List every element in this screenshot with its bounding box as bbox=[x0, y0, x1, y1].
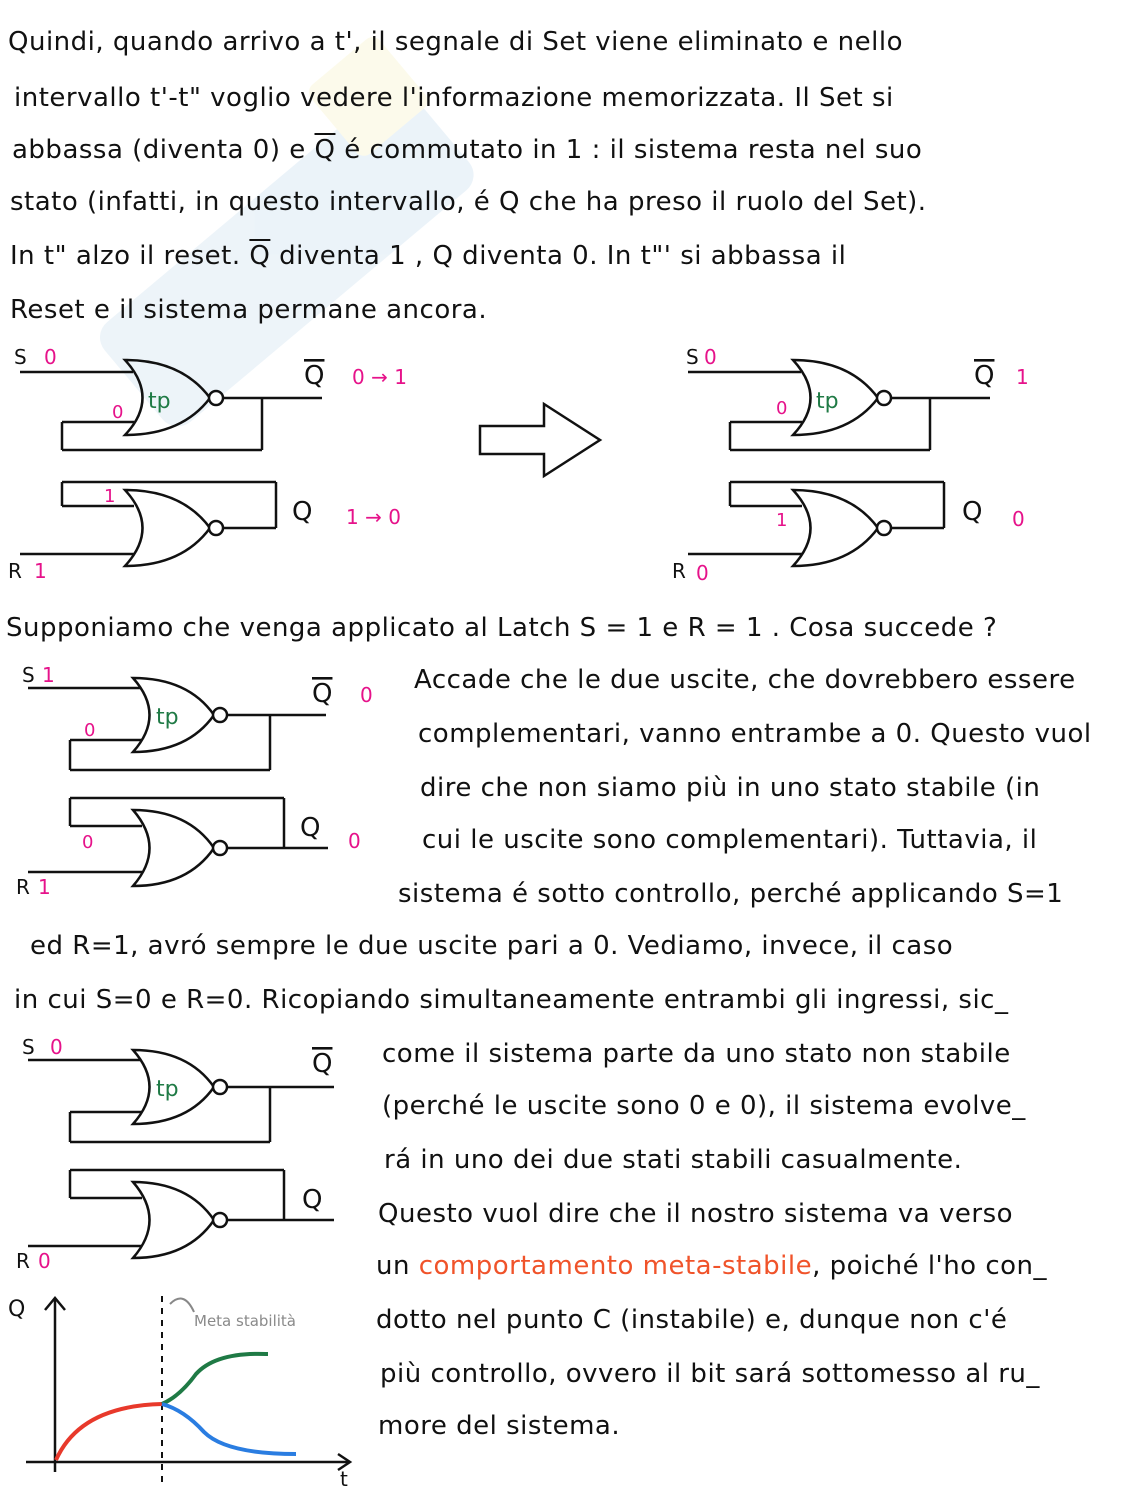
q-value: 0 bbox=[348, 829, 361, 853]
propagation-delay-label: tp bbox=[156, 1077, 179, 1102]
settle-high-curve bbox=[162, 1354, 268, 1404]
q-bar-label: Q bbox=[304, 361, 325, 391]
text-fragment: In t" alzo il reset. bbox=[10, 241, 241, 271]
s-label: S bbox=[22, 1035, 35, 1059]
propagation-delay-label: tp bbox=[148, 389, 171, 414]
s-value: 0 bbox=[44, 345, 57, 369]
latch-diagram-1 bbox=[0, 340, 440, 590]
text-line: rá in uno dei due stati stabili casualmente. bbox=[384, 1145, 963, 1175]
annotation-arrow-icon bbox=[170, 1299, 194, 1312]
lower-feedback-value: 1 bbox=[104, 486, 116, 507]
text-fragment: abbassa (diventa 0) e bbox=[12, 135, 306, 165]
text-line bbox=[12, 134, 922, 166]
text-line: stato (infatti, in questo intervallo, é Q che ha preso il ruolo del Set). bbox=[10, 187, 927, 217]
q-bar-label: Q bbox=[312, 679, 333, 709]
q-bar-value: 1 bbox=[1016, 365, 1029, 389]
r-value: 1 bbox=[34, 559, 47, 583]
text-line: more del sistema. bbox=[378, 1411, 621, 1441]
upper-feedback-value: 0 bbox=[84, 720, 96, 741]
q-bar-value: 0 → 1 bbox=[352, 365, 407, 389]
q-label: Q bbox=[300, 813, 321, 843]
q-label: Q bbox=[292, 497, 313, 527]
text-line bbox=[376, 1250, 1047, 1282]
text-fragment: é commutato in 1 : il sistema resta nel suo bbox=[344, 135, 923, 165]
text-line: dire che non siamo più in uno stato stabile (in bbox=[420, 773, 1041, 803]
rising-curve bbox=[56, 1404, 162, 1460]
text-line: complementari, vanno entrambe a 0. Questo vuol bbox=[418, 719, 1092, 749]
upper-feedback-value: 0 bbox=[112, 402, 124, 423]
q-label: Q bbox=[962, 497, 983, 527]
q-bar-label: Q bbox=[312, 1049, 333, 1079]
s-value: 0 bbox=[50, 1035, 63, 1059]
latch-diagram-4 bbox=[8, 1032, 368, 1282]
text-fragment: un bbox=[376, 1251, 410, 1281]
q-bar-symbol: $\overline{Q}$ bbox=[249, 241, 271, 271]
q-bar-label: Q bbox=[974, 361, 995, 391]
q-bar-value: 0 bbox=[360, 683, 373, 707]
s-label: S bbox=[14, 345, 27, 369]
text-line: Supponiamo che venga applicato al Latch S = 1 e R = 1 . Cosa succede ? bbox=[6, 613, 998, 643]
s-label: S bbox=[22, 663, 35, 687]
text-line: Questo vuol dire che il nostro sistema va verso bbox=[378, 1199, 1014, 1229]
latch-diagram-3 bbox=[8, 660, 388, 900]
highlight-metastable: comportamento meta-stabile bbox=[418, 1251, 813, 1281]
text-line: (perché le uscite sono 0 e 0), il sistema evolve_ bbox=[382, 1091, 1026, 1121]
text-line: cui le uscite sono complementari). Tuttavia, il bbox=[422, 825, 1038, 855]
r-value: 0 bbox=[38, 1249, 51, 1273]
latch-diagram-2 bbox=[668, 340, 1108, 590]
text-line: come il sistema parte da uno stato non stabile bbox=[382, 1039, 1011, 1069]
q-value: 1 → 0 bbox=[346, 505, 401, 529]
y-axis-label: Q bbox=[8, 1297, 26, 1322]
r-label: R bbox=[16, 875, 30, 899]
metastability-graph bbox=[0, 1286, 370, 1496]
text-line: Reset e il sistema permane ancora. bbox=[10, 295, 488, 325]
text-line: Quindi, quando arrivo a t', il segnale di Set viene eliminato e nello bbox=[8, 27, 903, 57]
metastability-annotation: Meta stabilità bbox=[194, 1312, 296, 1330]
q-value: 0 bbox=[1012, 507, 1025, 531]
upper-feedback-value: 0 bbox=[776, 398, 788, 419]
s-value: 1 bbox=[42, 663, 55, 687]
text-fragment: , poiché l'ho con_ bbox=[812, 1251, 1048, 1281]
text-line: intervallo t'-t" voglio vedere l'informazione memorizzata. Il Set si bbox=[14, 83, 894, 113]
lower-feedback-value: 0 bbox=[82, 832, 94, 853]
q-label: Q bbox=[302, 1185, 323, 1215]
text-line: più controllo, ovvero il bit sará sottomesso al ru_ bbox=[380, 1359, 1040, 1389]
s-label: S bbox=[686, 345, 699, 369]
x-axis-label: t bbox=[340, 1467, 348, 1491]
propagation-delay-label: tp bbox=[156, 705, 179, 730]
r-label: R bbox=[672, 559, 686, 583]
lower-feedback-value: 1 bbox=[776, 510, 788, 531]
text-fragment: diventa 1 , Q diventa 0. In t"' si abbassa il bbox=[279, 241, 847, 271]
arrow-right-icon bbox=[476, 400, 606, 480]
text-line: Accade che le due uscite, che dovrebbero essere bbox=[414, 665, 1076, 695]
text-line: ed R=1, avró sempre le due uscite pari a 0. Vediamo, invece, il caso bbox=[30, 931, 954, 961]
r-label: R bbox=[8, 559, 22, 583]
text-line: sistema é sotto controllo, perché applicando S=1 bbox=[398, 879, 1064, 909]
r-value: 0 bbox=[696, 561, 709, 585]
r-label: R bbox=[16, 1249, 30, 1273]
q-bar-symbol: $\overline{Q}$ bbox=[314, 135, 336, 165]
propagation-delay-label: tp bbox=[816, 389, 839, 414]
text-line: in cui S=0 e R=0. Ricopiando simultaneamente entrambi gli ingressi, sic_ bbox=[14, 985, 1009, 1015]
settle-low-curve bbox=[162, 1404, 296, 1454]
r-value: 1 bbox=[38, 875, 51, 899]
text-line: dotto nel punto C (instabile) e, dunque non c'é bbox=[376, 1305, 1008, 1335]
text-line bbox=[10, 240, 846, 272]
s-value: 0 bbox=[704, 345, 717, 369]
